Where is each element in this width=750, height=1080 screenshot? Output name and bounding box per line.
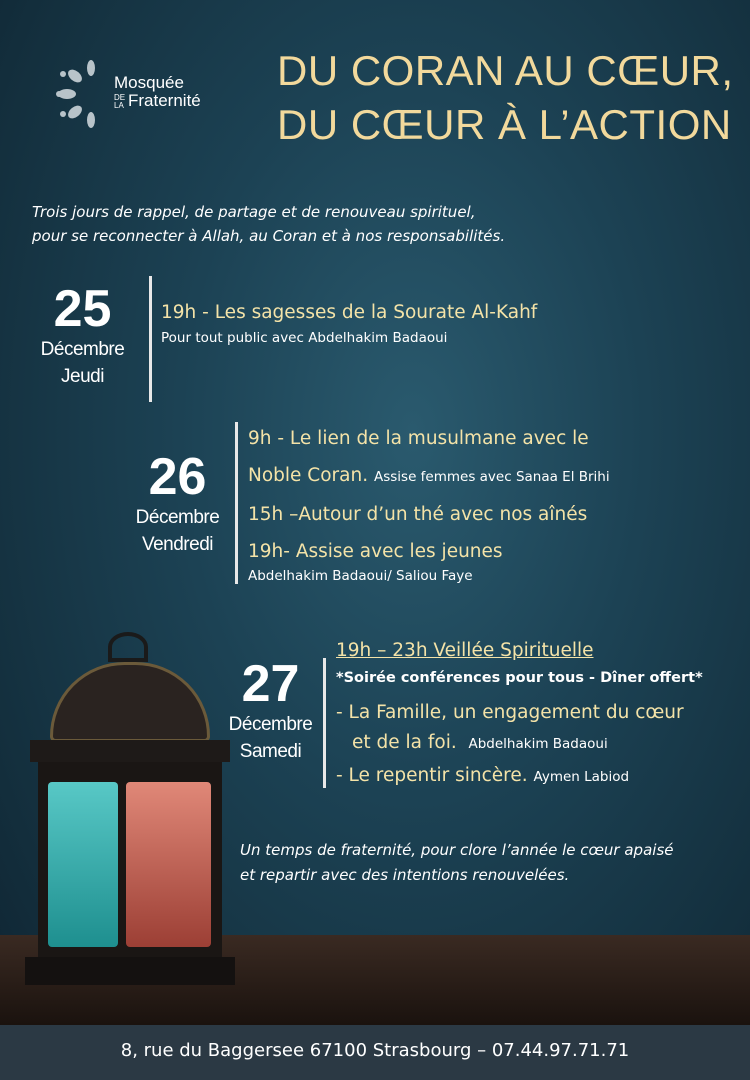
- divider: [235, 422, 238, 584]
- date-27: 27 Décembre Samedi: [228, 655, 313, 762]
- events-26: 9h - Le lien de la musulmane avec le Noble Coran. Assise femmes avec Sanaa El Brihi 15h –Autour d’un thé avec nos aînés 19h- Assise avec les jeunes Abdelhakim Badaoui/ Saliou Faye: [248, 428, 610, 584]
- event-speaker: Pour tout public avec Abdelhakim Badaoui: [161, 330, 448, 346]
- divider: [323, 658, 326, 788]
- logo-flower-icon: [55, 58, 117, 130]
- events-27: 19h – 23h Veillée Spirituelle *Soirée conférences pour tous - Dîner offert* - La Famille, un engagement du cœur et de la foi. Abdelhakim Badaoui - Le repentir sincère. Aymen Labiod: [336, 640, 703, 786]
- logo-de-la: DE LA: [114, 92, 126, 110]
- event-title: 19h - Les sagesses de la Sourate Al-Kahf: [161, 302, 538, 323]
- divider: [149, 276, 152, 402]
- logo-line2: Fraternité: [128, 91, 201, 110]
- page-title: DU CORAN AU CŒUR, DU CŒUR À L’ACTION: [277, 47, 734, 148]
- date-26: 26 Décembre Vendredi: [135, 448, 220, 555]
- events-25: [161, 296, 537, 346]
- closing-text: Un temps de fraternité, pour clore l’année le cœur apaisé et repartir avec des intentions renouvelées.: [240, 841, 674, 884]
- lantern-illustration: [20, 632, 235, 987]
- date-25: 25 Décembre Jeudi: [40, 280, 125, 387]
- footer-address: 8, rue du Baggersee 67100 Strasbourg – 07.44.97.71.71: [0, 1025, 750, 1080]
- intro-text: Trois jours de rappel, de partage et de renouveau spirituel, pour se reconnecter à Allah, au Coran et à nos responsabilités.: [32, 203, 506, 245]
- logo-line1: Mosquée: [114, 73, 184, 92]
- logo-text: [114, 74, 201, 110]
